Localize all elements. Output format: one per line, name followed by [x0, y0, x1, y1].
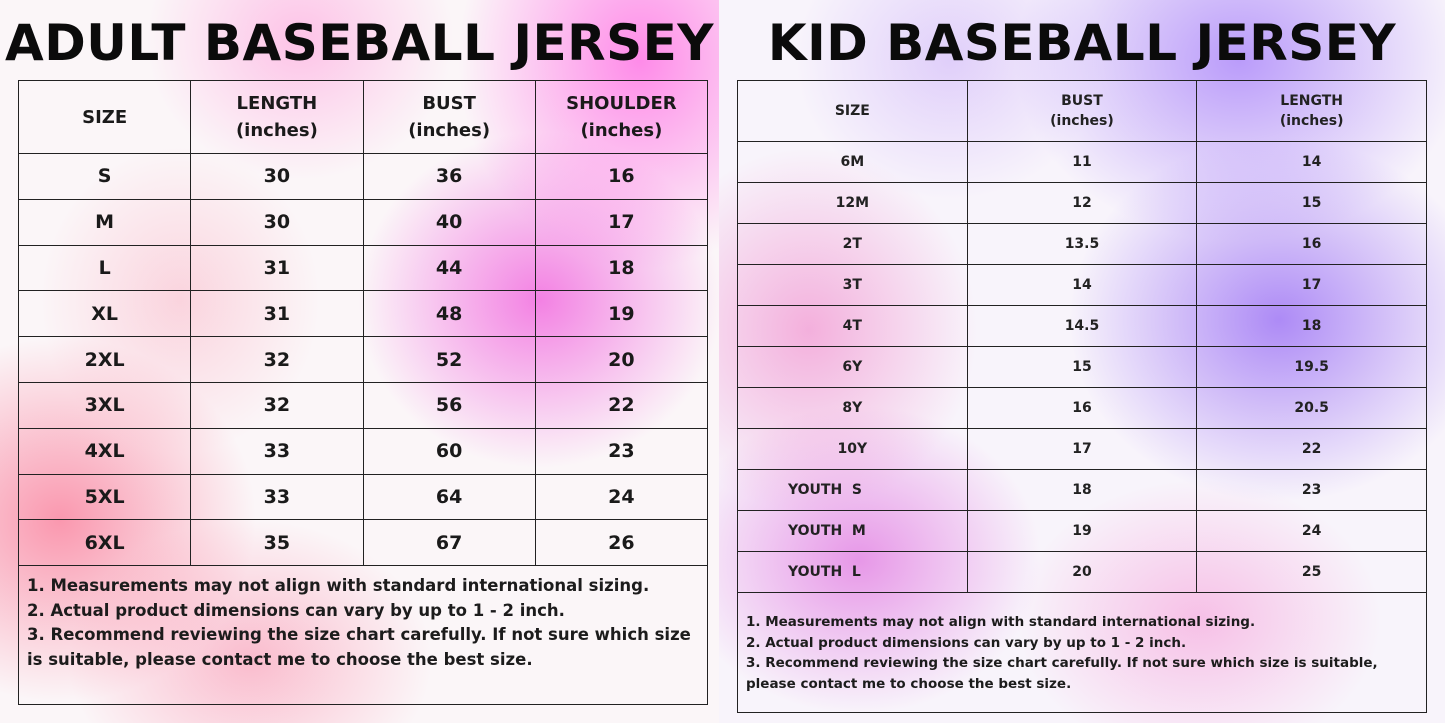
table-row — [19, 337, 708, 383]
size-cell: YOUTH L — [738, 552, 968, 593]
size-cell: 8Y — [738, 388, 968, 429]
table-row — [19, 291, 708, 337]
measurement-cell: 19 — [535, 291, 707, 337]
measurement-cell: 35 — [191, 520, 363, 566]
measurement-cell: 15 — [1197, 183, 1427, 224]
size-cell: 10Y — [738, 429, 968, 470]
measurement-cell: 31 — [191, 291, 363, 337]
measurement-cell: 18 — [967, 470, 1197, 511]
size-cell: 3XL — [19, 382, 191, 428]
adult-size-table — [18, 80, 708, 566]
kid-note-2: 2. Actual product dimensions can vary by up to 1 - 2 inch. — [746, 634, 1187, 651]
header-label: LENGTH — [1280, 93, 1343, 109]
adult-table-body — [19, 154, 708, 566]
measurement-cell: 26 — [535, 520, 707, 566]
table-row — [738, 142, 1427, 183]
kid-header-row — [738, 81, 1427, 142]
table-row — [19, 382, 708, 428]
size-cell: 2T — [738, 224, 968, 265]
measurement-cell: 18 — [1197, 306, 1427, 347]
table-row — [19, 199, 708, 245]
measurement-cell: 18 — [535, 245, 707, 291]
measurement-cell: 24 — [1197, 511, 1427, 552]
measurement-cell: 32 — [191, 382, 363, 428]
header-label: SIZE — [834, 103, 870, 119]
measurement-cell: 64 — [363, 474, 535, 520]
table-row — [738, 347, 1427, 388]
kid-table-body — [738, 142, 1427, 593]
size-cell: 4XL — [19, 428, 191, 474]
measurement-cell: 44 — [363, 245, 535, 291]
measurement-cell: 22 — [535, 382, 707, 428]
size-cell: M — [19, 199, 191, 245]
measurement-cell: 31 — [191, 245, 363, 291]
measurement-cell: 14.5 — [967, 306, 1197, 347]
table-row — [738, 429, 1427, 470]
table-row — [738, 306, 1427, 347]
kid-size-table — [737, 80, 1427, 593]
measurement-cell: 52 — [363, 337, 535, 383]
table-row — [738, 552, 1427, 593]
measurement-cell: 16 — [1197, 224, 1427, 265]
size-cell: 6XL — [19, 520, 191, 566]
table-row — [738, 470, 1427, 511]
measurement-cell: 48 — [363, 291, 535, 337]
measurement-cell: 17 — [535, 199, 707, 245]
header-unit: (inches) — [408, 120, 491, 141]
size-cell: XL — [19, 291, 191, 337]
adult-note-3: 3. Recommend reviewing the size chart carefully. If not sure which size is suitable, please contact me to choose the best size. — [27, 625, 691, 669]
table-row — [738, 511, 1427, 552]
size-cell: 5XL — [19, 474, 191, 520]
measurement-cell: 17 — [1197, 265, 1427, 306]
kid-header-size — [738, 81, 968, 142]
measurement-cell: 30 — [191, 199, 363, 245]
size-cell: YOUTH M — [738, 511, 968, 552]
kid-size-chart-panel — [719, 0, 1445, 723]
measurement-cell: 30 — [191, 154, 363, 200]
adult-header-length — [191, 81, 363, 154]
header-label: LENGTH — [236, 93, 318, 114]
measurement-cell: 23 — [1197, 470, 1427, 511]
measurement-cell: 33 — [191, 474, 363, 520]
adult-header-size — [19, 81, 191, 154]
measurement-cell: 60 — [363, 428, 535, 474]
measurement-cell: 19 — [967, 511, 1197, 552]
measurement-cell: 16 — [535, 154, 707, 200]
kid-note-3: 3. Recommend reviewing the size chart carefully. If not sure which size is suitable, please contact me to choose the best size. — [746, 655, 1378, 692]
adult-note-1: 1. Measurements may not align with standard international sizing. — [27, 576, 650, 595]
adult-header-bust — [363, 81, 535, 154]
measurement-cell: 13.5 — [967, 224, 1197, 265]
size-cell: 6M — [738, 142, 968, 183]
adult-header-row — [19, 81, 708, 154]
size-cell: YOUTH S — [738, 470, 968, 511]
header-unit: (inches) — [1279, 113, 1344, 129]
measurement-cell: 56 — [363, 382, 535, 428]
measurement-cell: 32 — [191, 337, 363, 383]
kid-header-length — [1197, 81, 1427, 142]
measurement-cell: 22 — [1197, 429, 1427, 470]
kid-notes — [737, 593, 1427, 713]
table-row — [738, 265, 1427, 306]
measurement-cell: 40 — [363, 199, 535, 245]
measurement-cell: 19.5 — [1197, 347, 1427, 388]
size-cell: 4T — [738, 306, 968, 347]
table-row — [19, 245, 708, 291]
table-row — [19, 154, 708, 200]
header-unit: (inches) — [235, 120, 318, 141]
measurement-cell: 36 — [363, 154, 535, 200]
size-cell: 6Y — [738, 347, 968, 388]
kid-note-1: 1. Measurements may not align with standard international sizing. — [746, 614, 1256, 630]
measurement-cell: 17 — [967, 429, 1197, 470]
table-row — [738, 183, 1427, 224]
size-cell: 3T — [738, 265, 968, 306]
table-row — [738, 224, 1427, 265]
table-row — [738, 388, 1427, 429]
measurement-cell: 16 — [967, 388, 1197, 429]
measurement-cell: 25 — [1197, 552, 1427, 593]
table-row — [19, 520, 708, 566]
measurement-cell: 67 — [363, 520, 535, 566]
measurement-cell: 23 — [535, 428, 707, 474]
header-unit: (inches) — [1050, 113, 1114, 129]
adult-header-shoulder — [535, 81, 707, 154]
measurement-cell: 20.5 — [1197, 388, 1427, 429]
measurement-cell: 33 — [191, 428, 363, 474]
measurement-cell: 20 — [967, 552, 1197, 593]
adult-chart-title: ADULT BASEBALL JERSEY — [5, 14, 714, 72]
size-cell: 12M — [738, 183, 968, 224]
header-unit: (inches) — [580, 120, 663, 141]
measurement-cell: 11 — [967, 142, 1197, 183]
measurement-cell: 12 — [967, 183, 1197, 224]
kid-header-bust — [967, 81, 1197, 142]
measurement-cell: 20 — [535, 337, 707, 383]
table-row — [19, 474, 708, 520]
header-label: SHOULDER — [566, 93, 677, 114]
size-cell: L — [19, 245, 191, 291]
kid-chart-title: KID BASEBALL JERSEY — [767, 14, 1397, 72]
adult-notes — [18, 565, 708, 705]
measurement-cell: 15 — [967, 347, 1197, 388]
header-label: SIZE — [82, 106, 128, 128]
measurement-cell: 24 — [535, 474, 707, 520]
size-cell: S — [19, 154, 191, 200]
header-label: BUST — [1061, 93, 1103, 109]
measurement-cell: 14 — [1197, 142, 1427, 183]
adult-size-chart-panel — [0, 0, 719, 723]
table-row — [19, 428, 708, 474]
size-cell: 2XL — [19, 337, 191, 383]
measurement-cell: 14 — [967, 265, 1197, 306]
header-label: BUST — [422, 93, 476, 114]
adult-note-2: 2. Actual product dimensions can vary by up to 1 - 2 inch. — [27, 600, 565, 620]
